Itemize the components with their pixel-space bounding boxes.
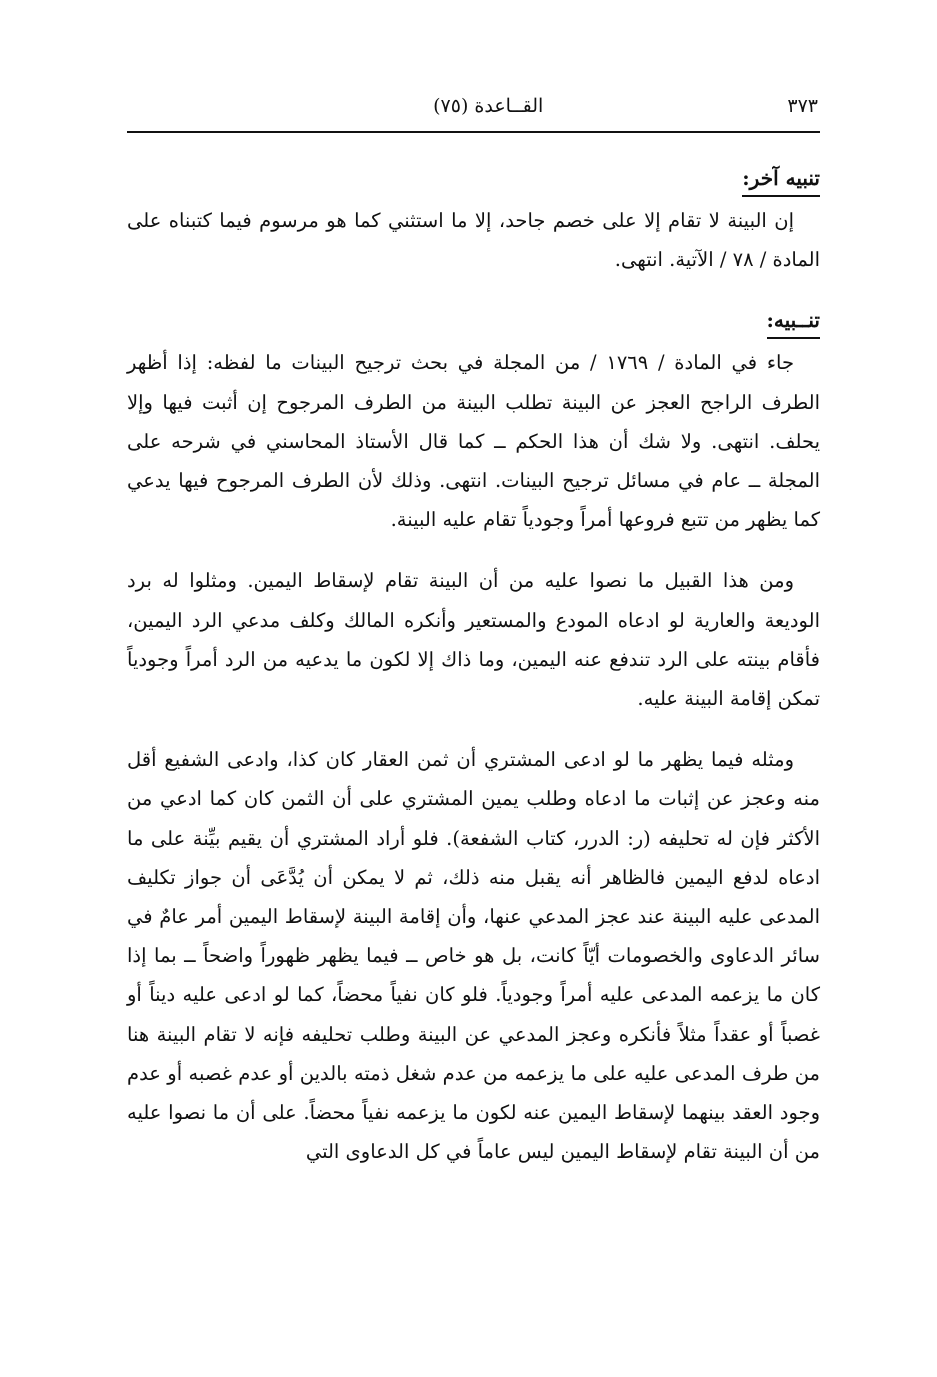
section-heading: تنــبيه: xyxy=(767,303,821,339)
paragraph xyxy=(127,561,820,718)
paragraph-gap xyxy=(127,539,820,561)
book-page xyxy=(127,95,820,1171)
page-number: ٣٧٣ xyxy=(787,95,818,117)
paragraph-text: ومثله فيما يظهر ما لو ادعى المشتري أن ثمن العقار كان كذا، وادعى الشفيع أقل منه وعجز عن إثبات ما ادعاه وطلب يمين المشتري على أن الثمن كان كما ادعي من الأكثر فإن له تحليفه (ر: الدرر، كتاب الشفعة). فلو أراد المشتري أن يقيم بيِّنة على ما ادعاه لدفع اليمين فالظاهر أنه يقبل منه ذلك، ثم لا يمكن أن يُدَّعَى أن جواز تكليف المدعى عليه البينة عند عجز المدعي عنها، وأن إقامة البينة لإسقاط اليمين أمر عامٌ في سائر الدعاوى والخصومات أيّاً كانت، بل هو خاص ــ فيما يظهر ظهوراً واضحاً ــ بما إذا كان ما يزعمه المدعى عليه أمراً وجودياً. فلو كان نفياً محضاً، كما لو ادعى عليه ديناً أو غصباً أو عقداً مثلاً فأنكره وعجز المدعي عن البينة وطلب تحليفه فإنه لا تقام البينة هنا من طرف المدعى عليه على ما يزعمه من عدم شغل ذمته بالدين أو عدم غصبه أو عدم وجود العقد بينهما لإسقاط اليمين عنه لكون ما يزعمه نفياً محضاً. على أن ما نصوا عليه من أن البينة تقام لإسقاط اليمين ليس عاماً في كل الدعاوى التي xyxy=(127,748,820,1164)
section-note xyxy=(127,293,820,539)
section-heading: تنبيه آخر: xyxy=(742,161,820,197)
page-content xyxy=(127,151,820,1171)
section-body-text: جاء في المادة / ١٧٦٩ / من المجلة في بحث ترجيح البينات ما لفظه: إذا أظهر الطرف الراجح العجز عن البينة تطلب البينة من الطرف المرجوح إن أثبت فيها وإلا يحلف. انتهى. ولا شك أن هذا الحكم ــ كما قال الأستاذ المحاسني في شرحه على المجلة ــ عام في مسائل ترجيح البينات. انتهى. وذلك لأن الطرف المرجوح فيها يدعي كما يظهر من تتبع فروعها أمراً وجودياً تقام عليه البينة. xyxy=(127,351,820,532)
section-body xyxy=(127,343,820,539)
page-header xyxy=(127,95,820,133)
section-body xyxy=(127,201,820,279)
paragraph-gap xyxy=(127,718,820,740)
section-gap xyxy=(127,279,820,293)
section-another-note xyxy=(127,151,820,279)
paragraph-text: ومن هذا القبيل ما نصوا عليه من أن البينة تقام لإسقاط اليمين. ومثلوا له برد الوديعة والعارية لو ادعاه المودع والمستعير وأنكره المالك وكلف مدعي الرد اليمين، فأقام بينته على الرد تندفع عنه اليمين، وما ذاك إلا لكون ما يدعيه من الرد أمراً وجودياً تمكن إقامة البينة عليه. xyxy=(127,569,820,711)
running-title: القــاعدة (٧٥) xyxy=(433,95,544,117)
section-body-text: إن البينة لا تقام إلا على خصم جاحد، إلا ما استثني كما هو مرسوم فيما كتبناه على المادة / ٧٨ / الآتية. انتهى. xyxy=(127,209,820,272)
paragraph xyxy=(127,740,820,1171)
